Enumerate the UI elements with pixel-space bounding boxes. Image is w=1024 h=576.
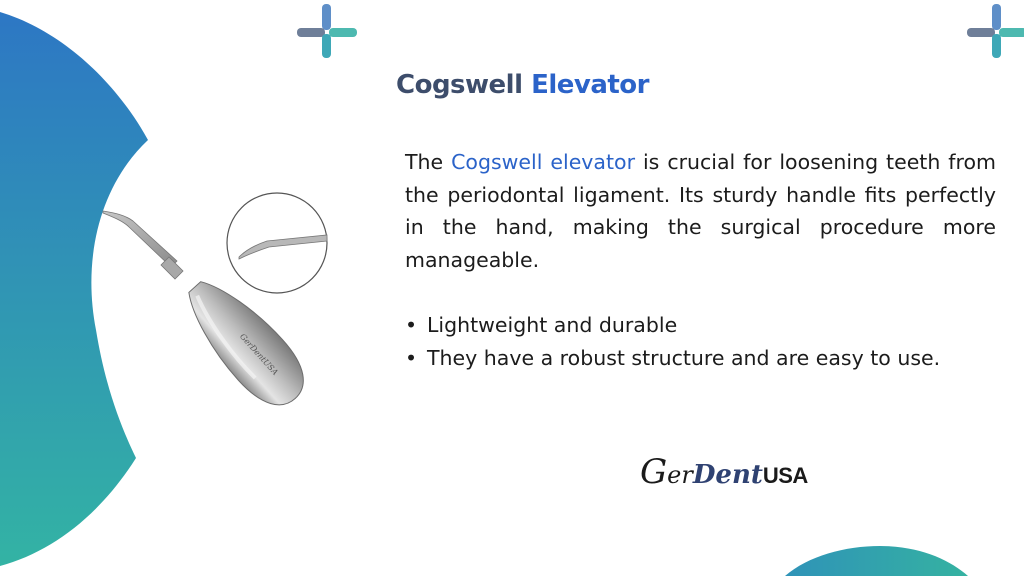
list-item-text: Lightweight and durable xyxy=(427,313,678,337)
bullet-marker: • xyxy=(405,345,418,370)
plus-icon xyxy=(965,0,1024,64)
feature-list xyxy=(405,309,996,374)
list-item xyxy=(405,309,996,342)
page-title xyxy=(396,70,649,100)
plus-icon xyxy=(295,0,359,64)
logo-usa: USA xyxy=(762,463,808,488)
handle-engraving: GerDentUSA xyxy=(237,331,280,377)
bullet-marker: • xyxy=(405,313,418,337)
logo-er: er xyxy=(667,461,693,489)
list-item xyxy=(405,342,996,375)
description-paragraph xyxy=(405,146,996,276)
bottom-right-arc xyxy=(785,546,968,576)
description-highlight: Cogswell elevator xyxy=(451,150,636,174)
logo-g: G xyxy=(640,452,668,492)
title-part-2: Elevator xyxy=(531,70,649,100)
product-image xyxy=(95,185,335,425)
description-rest: is crucial for loosening teeth from the periodontal ligament. Its sturdy handle fits perfectly in the hand, making the surgical procedure more manageable. xyxy=(405,150,996,272)
description-lead: The xyxy=(405,150,444,174)
title-part-1: Cogswell xyxy=(396,70,523,100)
brand-logo xyxy=(640,452,808,496)
list-item-text: They have a robust structure and are easy to use. xyxy=(427,345,941,370)
logo-dent: Dent xyxy=(692,460,763,490)
